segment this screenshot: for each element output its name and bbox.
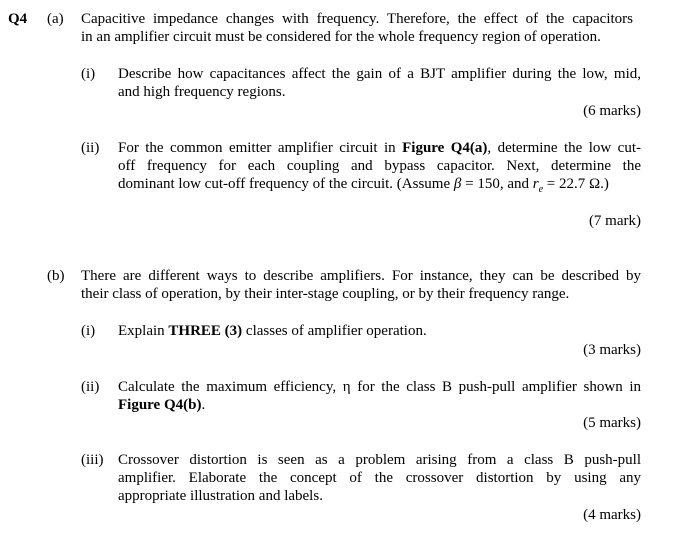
part-a-intro-line2: in an amplifier circuit must be considered for the whole frequency region of operation. [81, 29, 601, 45]
part-b-ii-line2: Figure Q4(b). [118, 397, 206, 413]
part-a-i-marks: (6 marks) [583, 103, 641, 119]
part-a-intro-line1: Capacitive impedance changes with frequency. Therefore, the effect of the capacitors [81, 11, 633, 27]
part-a-ii-label: (ii) [81, 140, 100, 156]
part-b-intro-line1: There are different ways to describe amplifiers. For instance, they can be described by [81, 268, 641, 284]
re-symbol: r [532, 176, 539, 192]
part-a-label: (a) [47, 11, 64, 27]
part-b-ii-line1: Calculate the maximum efficiency, η for the class B push-pull amplifier shown in [118, 379, 641, 395]
part-b-ii-marks: (5 marks) [583, 415, 641, 431]
part-a-ii-marks: (7 mark) [588, 213, 641, 229]
part-b-i-marks: (3 marks) [583, 342, 641, 358]
part-b-intro-line2: their class of operation, by their inter-stage coupling, or by their frequency range. [81, 286, 570, 302]
part-b-iii-marks: (4 marks) [583, 507, 641, 523]
beta-symbol: β [453, 176, 462, 192]
part-b-iii-label: (iii) [81, 452, 104, 468]
part-a-ii-line3: dominant low cut-off frequency of the circuit. (Assume β = 150, and $r_e = 22.7$ Ω.) [118, 176, 609, 195]
part-b-i-line1: Explain THREE (3) classes of amplifier operation. [118, 323, 427, 339]
part-a-i-label: (i) [81, 66, 96, 82]
part-b-iii-line2: amplifier. Elaborate the concept of the crossover distortion by using any [118, 470, 641, 486]
question-number: Q4 [8, 11, 28, 27]
part-a-i-line1: Describe how capacitances affect the gain of a BJT amplifier during the low, mid, [118, 66, 641, 82]
part-b-ii-label: (ii) [81, 379, 100, 395]
part-b-iii-line3: appropriate illustration and labels. [118, 488, 323, 504]
part-a-i-line2: and high frequency regions. [118, 84, 286, 100]
part-b-iii-line1: Crossover distortion is seen as a problem arising from a class B push-pull [118, 452, 641, 468]
part-b-label: (b) [47, 268, 65, 284]
part-a-ii-line1: For the common emitter amplifier circuit in Figure Q4(a), determine the low cut- [118, 140, 642, 156]
part-b-i-label: (i) [81, 323, 96, 339]
part-a-ii-line2: off frequency for each coupling and bypass capacitor. Next, determine the [118, 158, 641, 174]
